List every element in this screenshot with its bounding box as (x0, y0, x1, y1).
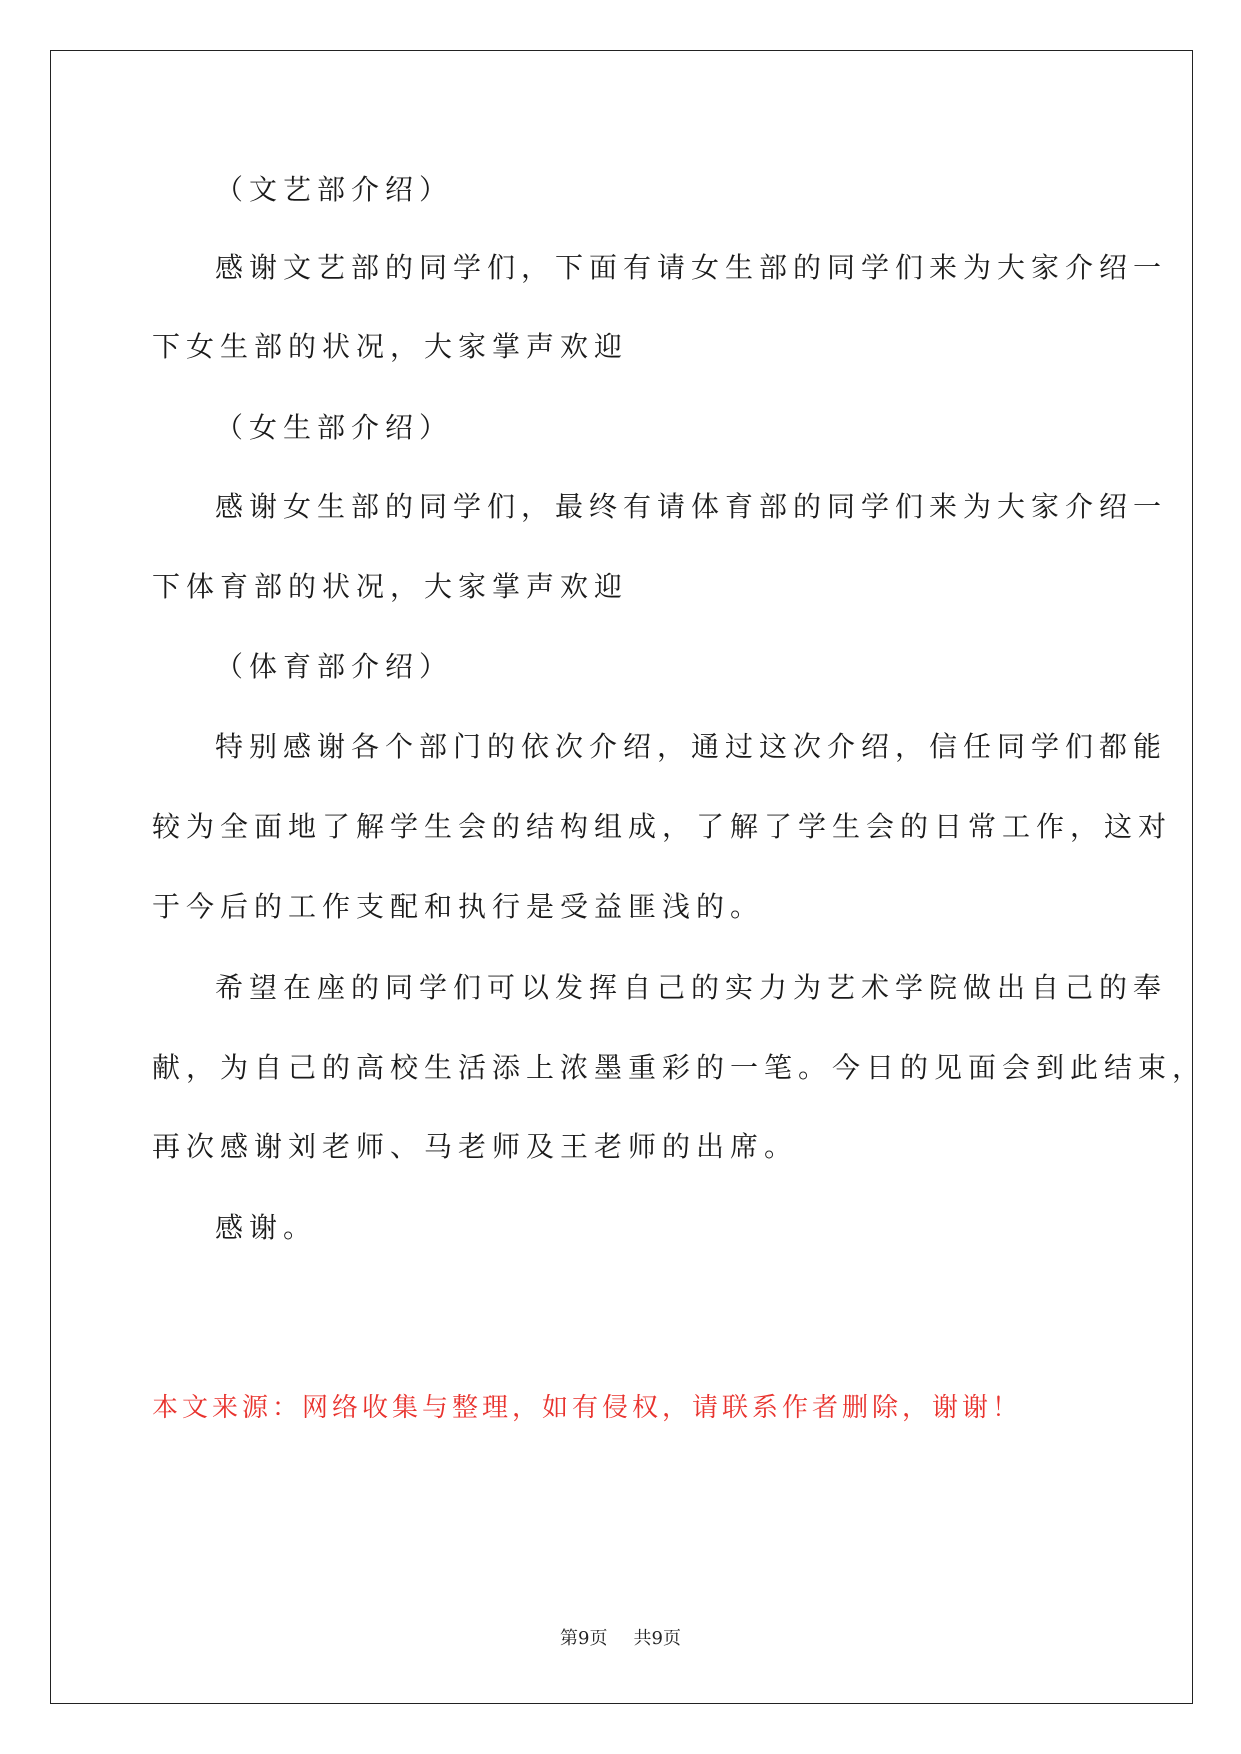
paragraph-hope-line3: 再次感谢刘老师、马老师及王老师的出席。 (152, 1130, 799, 1163)
page-number: 第9页 (560, 1628, 608, 1649)
paragraph-special-thanks-line1: 特别感谢各个部门的依次介绍，通过这次介绍，信任同学们都能 (215, 730, 1168, 763)
paragraph-hope-line2: 献，为自己的高校生活添上浓墨重彩的一笔。今日的见面会到此结束， (152, 1051, 1207, 1084)
page-frame (50, 50, 1207, 1704)
paragraph-nvsheng-intro: （女生部介绍） (215, 411, 454, 444)
source-disclaimer: 本文来源：网络收集与整理，如有侵权，请联系作者删除，谢谢！ (152, 1393, 1023, 1423)
page-total: 共9页 (633, 1628, 681, 1649)
paragraph-special-thanks-line3: 于今后的工作支配和执行是受益匪浅的。 (152, 890, 765, 923)
paragraph-closing-thanks: 感谢。 (215, 1211, 318, 1244)
paragraph-special-thanks-line2: 较为全面地了解学生会的结构组成，了解了学生会的日常工作，这对 (152, 810, 1173, 843)
page-footer (0, 1624, 1241, 1650)
paragraph-thanks-nvsheng-line1: 感谢女生部的同学们，最终有请体育部的同学们来为大家介绍一 (215, 490, 1168, 523)
paragraph-thanks-wenyi-line1: 感谢文艺部的同学们，下面有请女生部的同学们来为大家介绍一 (215, 251, 1168, 284)
paragraph-thanks-wenyi-line2: 下女生部的状况，大家掌声欢迎 (152, 330, 629, 363)
paragraph-thanks-nvsheng-line2: 下体育部的状况，大家掌声欢迎 (152, 570, 629, 603)
paragraph-hope-line1: 希望在座的同学们可以发挥自己的实力为艺术学院做出自己的奉 (215, 971, 1168, 1004)
paragraph-wenyi-intro: （文艺部介绍） (215, 173, 454, 206)
paragraph-tiyu-intro: （体育部介绍） (215, 650, 454, 683)
